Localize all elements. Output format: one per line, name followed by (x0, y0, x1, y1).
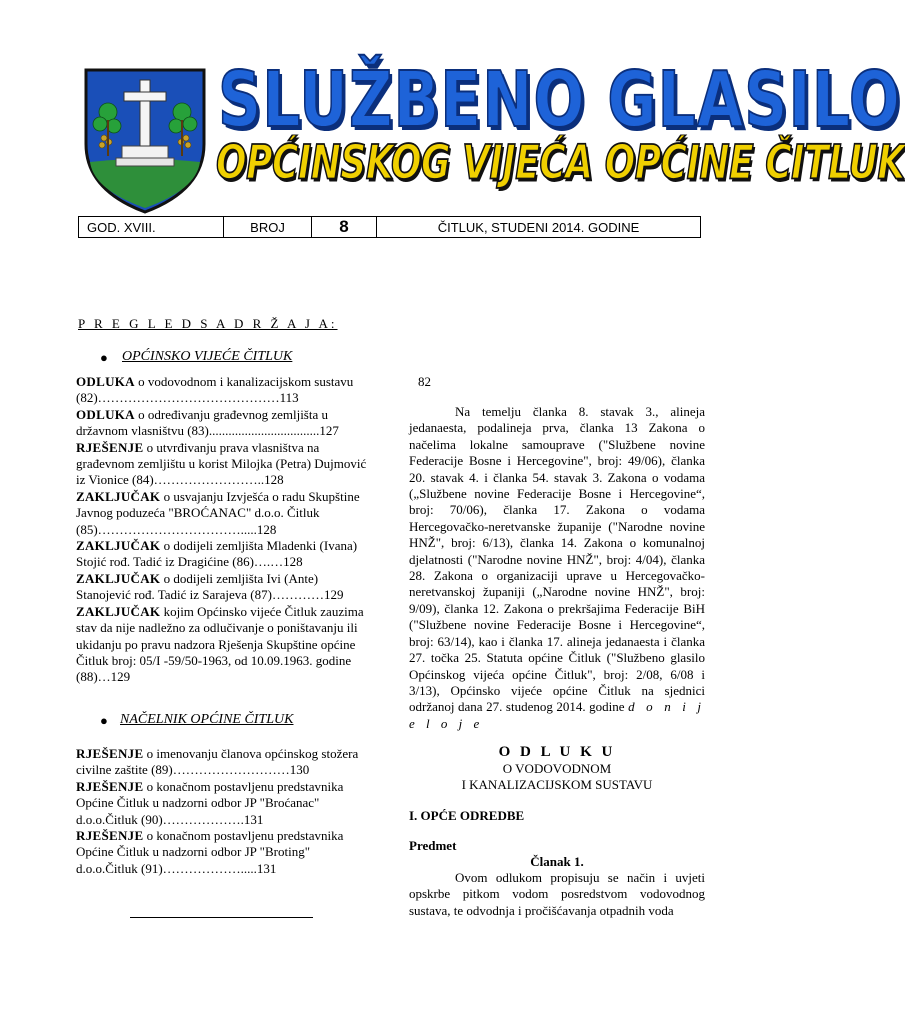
decision-title: O D L U K U (498, 744, 616, 760)
article-text: Ovom odlukom propisuju se način i uvjeti opskrbe pitkom vodom posredstvom vodovodnog sustava, te odvodnja i pročišćavanja otpadnih voda (409, 870, 705, 918)
toc-entry[interactable]: ODLUKA o određivanju građevnog zemljišta u državnom vlasništvu (83)..................................127 (76, 406, 339, 439)
toc-entry[interactable]: RJEŠENJE o konačnom postavljenu predstavnika Općine Čitluk u nadzorni odbor JP "Broting" d.o.o.Čitluk (91)……………….....131 (76, 828, 344, 876)
toc-entry[interactable]: ODLUKA o vodovodnom i kanalizacijskom sustavu (82)……………………………………113 (76, 374, 354, 406)
contents-heading: P R E G L E D S A D R Ž A J A: (78, 316, 338, 331)
preamble-paragraph: Na temelju članka 8. stavak 3., alineja jedanaesta, podalineja prva, članka 13 Zakona o načelima lokalne samouprave ("Službene novine Federacije Bosne i Hercegovine", broj: 49/06), članka 20. stavak 4. i članka 54. stavak 3. Zakona o vodama („Službene novine Federacije Bosne i Hercegovine“, broj: 70/06), članka 17. Zakona o vodama Hercegovačko-neretvanske županije ("Narodne novine HNŽ", broj: 6/13), članka 14. Zakona o komunalnoj djelatnosti ("Narodne novine HNŽ", broj: 4/04), članka 28. Zakona o organizaciji uprave u Hercegovačko-neretvanskoj županiji („Narodne novine HNŽ", broj: 9/09), članka 12. Zakona o prekršajima Federacije BiH ("Službene novine Federacije Bosne i Hercegovine“, broj: 63/14), kao i članka 17. alineja jedanaesta i članka 27. točka 25. Statuta općine Čitluk ("Službeno glasilo Općinskog vijeća općine Čitluk", broj: 2/08, 6/08 i 3/13), Općinsko vijeće općine Čitluk na sjednici održanoj dana 27. studenog 2014. godine d o n i j e l o j e (409, 404, 706, 731)
toc-entry[interactable]: ZAKLJUČAK o usvajanju Izvješća o radu Skupštine Javnog poduzeća "BROĆANAC" d.o.o. Čitluk (85)…………………………….....128 (76, 488, 360, 537)
toc-entry[interactable]: RJEŠENJE o konačnom postavljenu predstavnika Općine Čitluk u nadzorni odbor JP "Broćanac" d.o.o.Čitluk (90)……………….131 (76, 778, 344, 827)
section-heading-mayor: NAČELNIK OPĆINE ČITLUK (120, 712, 294, 727)
toc-entry[interactable]: ZAKLJUČAK o dodijeli zemljišta Ivi (Ante) Stanojević rođ. Tadić iz Sarajeva (87)…………129 (76, 570, 344, 603)
masthead-subtitle: OPĆINSKOG VIJEĆA OPĆINE ČITLUK (216, 137, 905, 191)
donijelo-je: d o n i j e l o j e (409, 699, 706, 731)
toc-mayor (76, 746, 372, 877)
decision-subtitle-1: O VODOVODNOM (502, 761, 612, 776)
chapter-heading: I. OPĆE ODREDBE (409, 808, 525, 823)
toc-entry[interactable]: ZAKLJUČAK o dodijeli zemljišta Mladenki (Ivana) Stojić rođ. Tadić iz Dragićine (86)….…128 (76, 538, 358, 570)
toc-entry[interactable]: RJEŠENJE o imenovanju članova općinskog stožera civilne zaštite (89)………………………130 (76, 746, 359, 778)
subject-heading: Predmet (409, 838, 457, 853)
divider-line (130, 917, 313, 918)
decision-subtitle-2: I KANALIZACIJSKOM SUSTAVU (461, 777, 653, 792)
toc-entry[interactable]: RJEŠENJE o utvrđivanju prava vlasništva na građevnom zemljištu u korist Milojka (Petra) Dujmović iz Vionice (84)……………………..128 (76, 439, 367, 488)
bullet-icon: ● (100, 713, 108, 728)
issue-number-label: BROJ (224, 217, 312, 237)
act-number: 82 (418, 374, 431, 389)
coat-of-arms-crest (80, 66, 210, 216)
bullet-icon: ● (100, 350, 108, 365)
issue-info-row (78, 216, 701, 238)
masthead-title: SLUŽBENO GLASILO (218, 55, 901, 146)
toc-council (76, 374, 372, 686)
section-heading-council: OPĆINSKO VIJEĆE ČITLUK (122, 349, 293, 364)
issue-year: GOD. XVIII. (79, 217, 224, 237)
issue-number: 8 (312, 217, 377, 237)
toc-entry[interactable]: ZAKLJUČAK kojim Općinsko vijeće Čitluk zauzima stav da nije nadležno za odlučivanje o poništavanju ili ukidanju po pravu nadzora Rješenja Skupštine općine Čitluk broj: 05/I -59/50-1963, od 10.09.1963. godine (88)…129 (76, 603, 364, 685)
article-heading: Članak 1. (530, 854, 584, 869)
issue-place-date: ČITLUK, STUDENI 2014. GODINE (437, 219, 640, 235)
